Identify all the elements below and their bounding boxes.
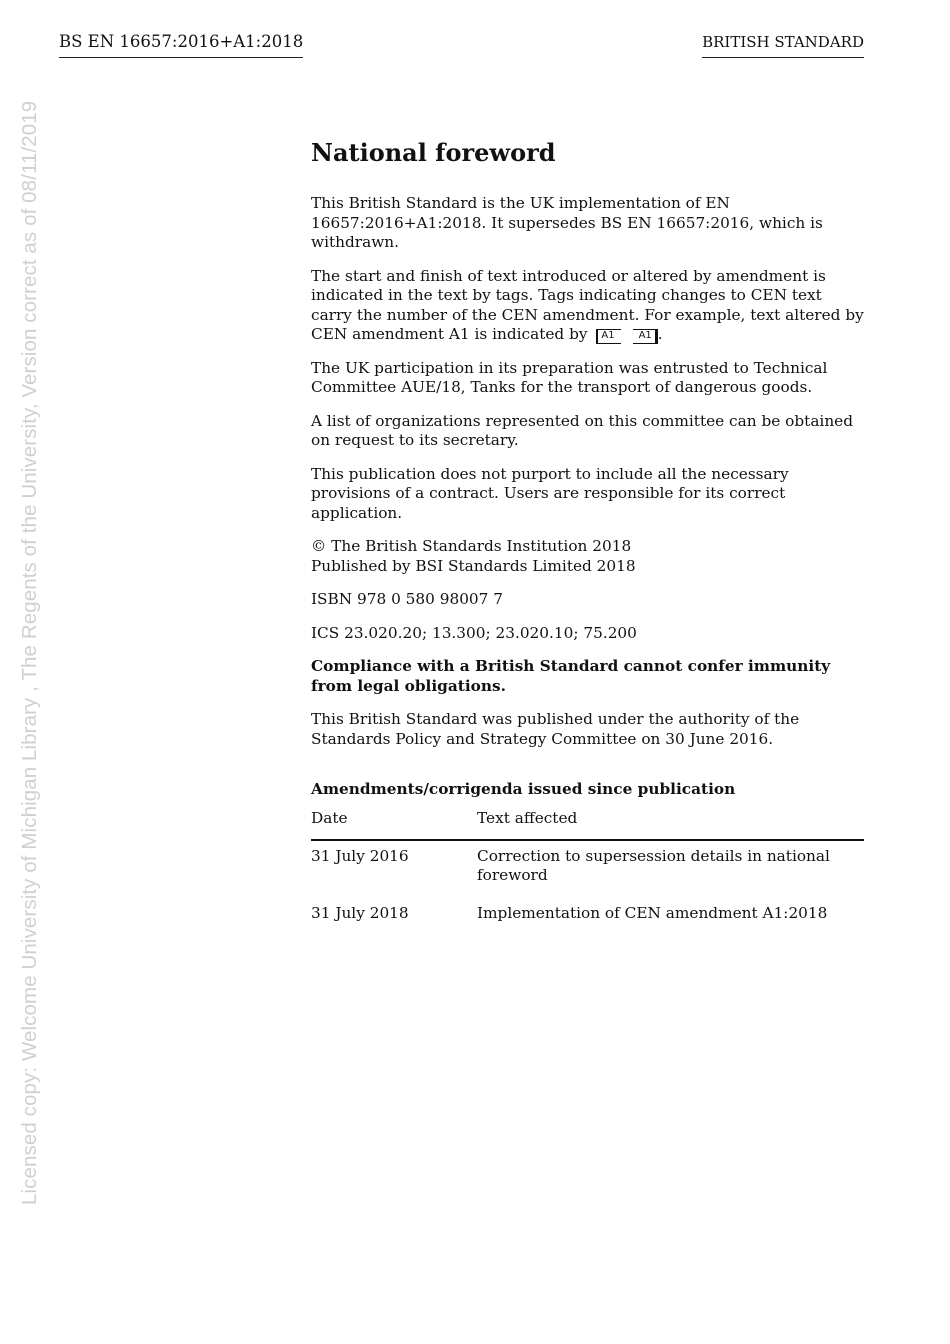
authority-paragraph: This British Standard was published under the authority of the Standards Policy and Strategy Committee on 30 June 2016. [311, 710, 800, 748]
column-header-text-affected: Text affected [477, 809, 864, 840]
amendment-date: 31 July 2018 [311, 903, 409, 922]
committee-paragraph: The UK participation in its preparation was entrusted to Technical Committee AUE/18, Tanks for the transport of dangerous goods. [311, 358, 828, 396]
amendment-tags-text: The start and finish of text introduced or altered by amendment is indicated in the text by tags. Tags indicating changes to CEN text carry the number of the CEN amendment. For example, text altered by CEN amendment A1 is indicated by [311, 266, 864, 343]
organizations-paragraph: A list of organizations represented on this committee can be obtained on request to its secretary. [311, 411, 854, 449]
table-row [311, 898, 864, 936]
amendments-table [311, 809, 864, 935]
implementation-paragraph: This British Standard is the UK implementation of EN 16657:2016+A1:2018. It supersedes BS EN 16657:2016, which is withdrawn. [311, 194, 823, 251]
amendments-title: Amendments/corrigenda issued since publication [311, 780, 736, 798]
isbn-line: ISBN 978 0 580 98007 7 [311, 590, 503, 608]
table-header-row [311, 809, 864, 840]
copyright-block [311, 537, 864, 576]
publisher-line: Published by BSI Standards Limited 2018 [311, 556, 636, 575]
amendment-text: Correction to supersession details in national foreword [477, 846, 830, 884]
copyright-line: © The British Standards Institution 2018 [311, 537, 632, 555]
page-title: National foreword [311, 138, 556, 167]
document-number: BS EN 16657:2016+A1:2018 [59, 31, 303, 58]
amendment-close-tag-icon: A1 [633, 329, 658, 344]
table-row [311, 840, 864, 898]
compliance-statement: Compliance with a British Standard cannot confer immunity from legal obligations. [311, 657, 831, 695]
license-watermark: Licensed copy: Welcome University of Michigan Library , The Regents of the University, Version correct as of 08/11/2019 [18, 100, 41, 1205]
ics-line: ICS 23.020.20; 13.300; 23.020.10; 75.200 [311, 623, 637, 642]
standard-series: BRITISH STANDARD [702, 31, 864, 58]
amendment-open-tag-icon: A1 [596, 329, 620, 344]
amendment-tags-paragraph [311, 267, 864, 345]
amendment-text: Implementation of CEN amendment A1:2018 [477, 903, 828, 922]
column-header-date: Date [311, 809, 477, 840]
amendment-tags-end: . [657, 325, 663, 343]
amendment-date: 31 July 2016 [311, 846, 409, 865]
foreword-content [311, 138, 864, 935]
provisions-paragraph: This publication does not purport to include all the necessary provisions of a contract. Users are responsible for its correct application. [311, 464, 789, 522]
